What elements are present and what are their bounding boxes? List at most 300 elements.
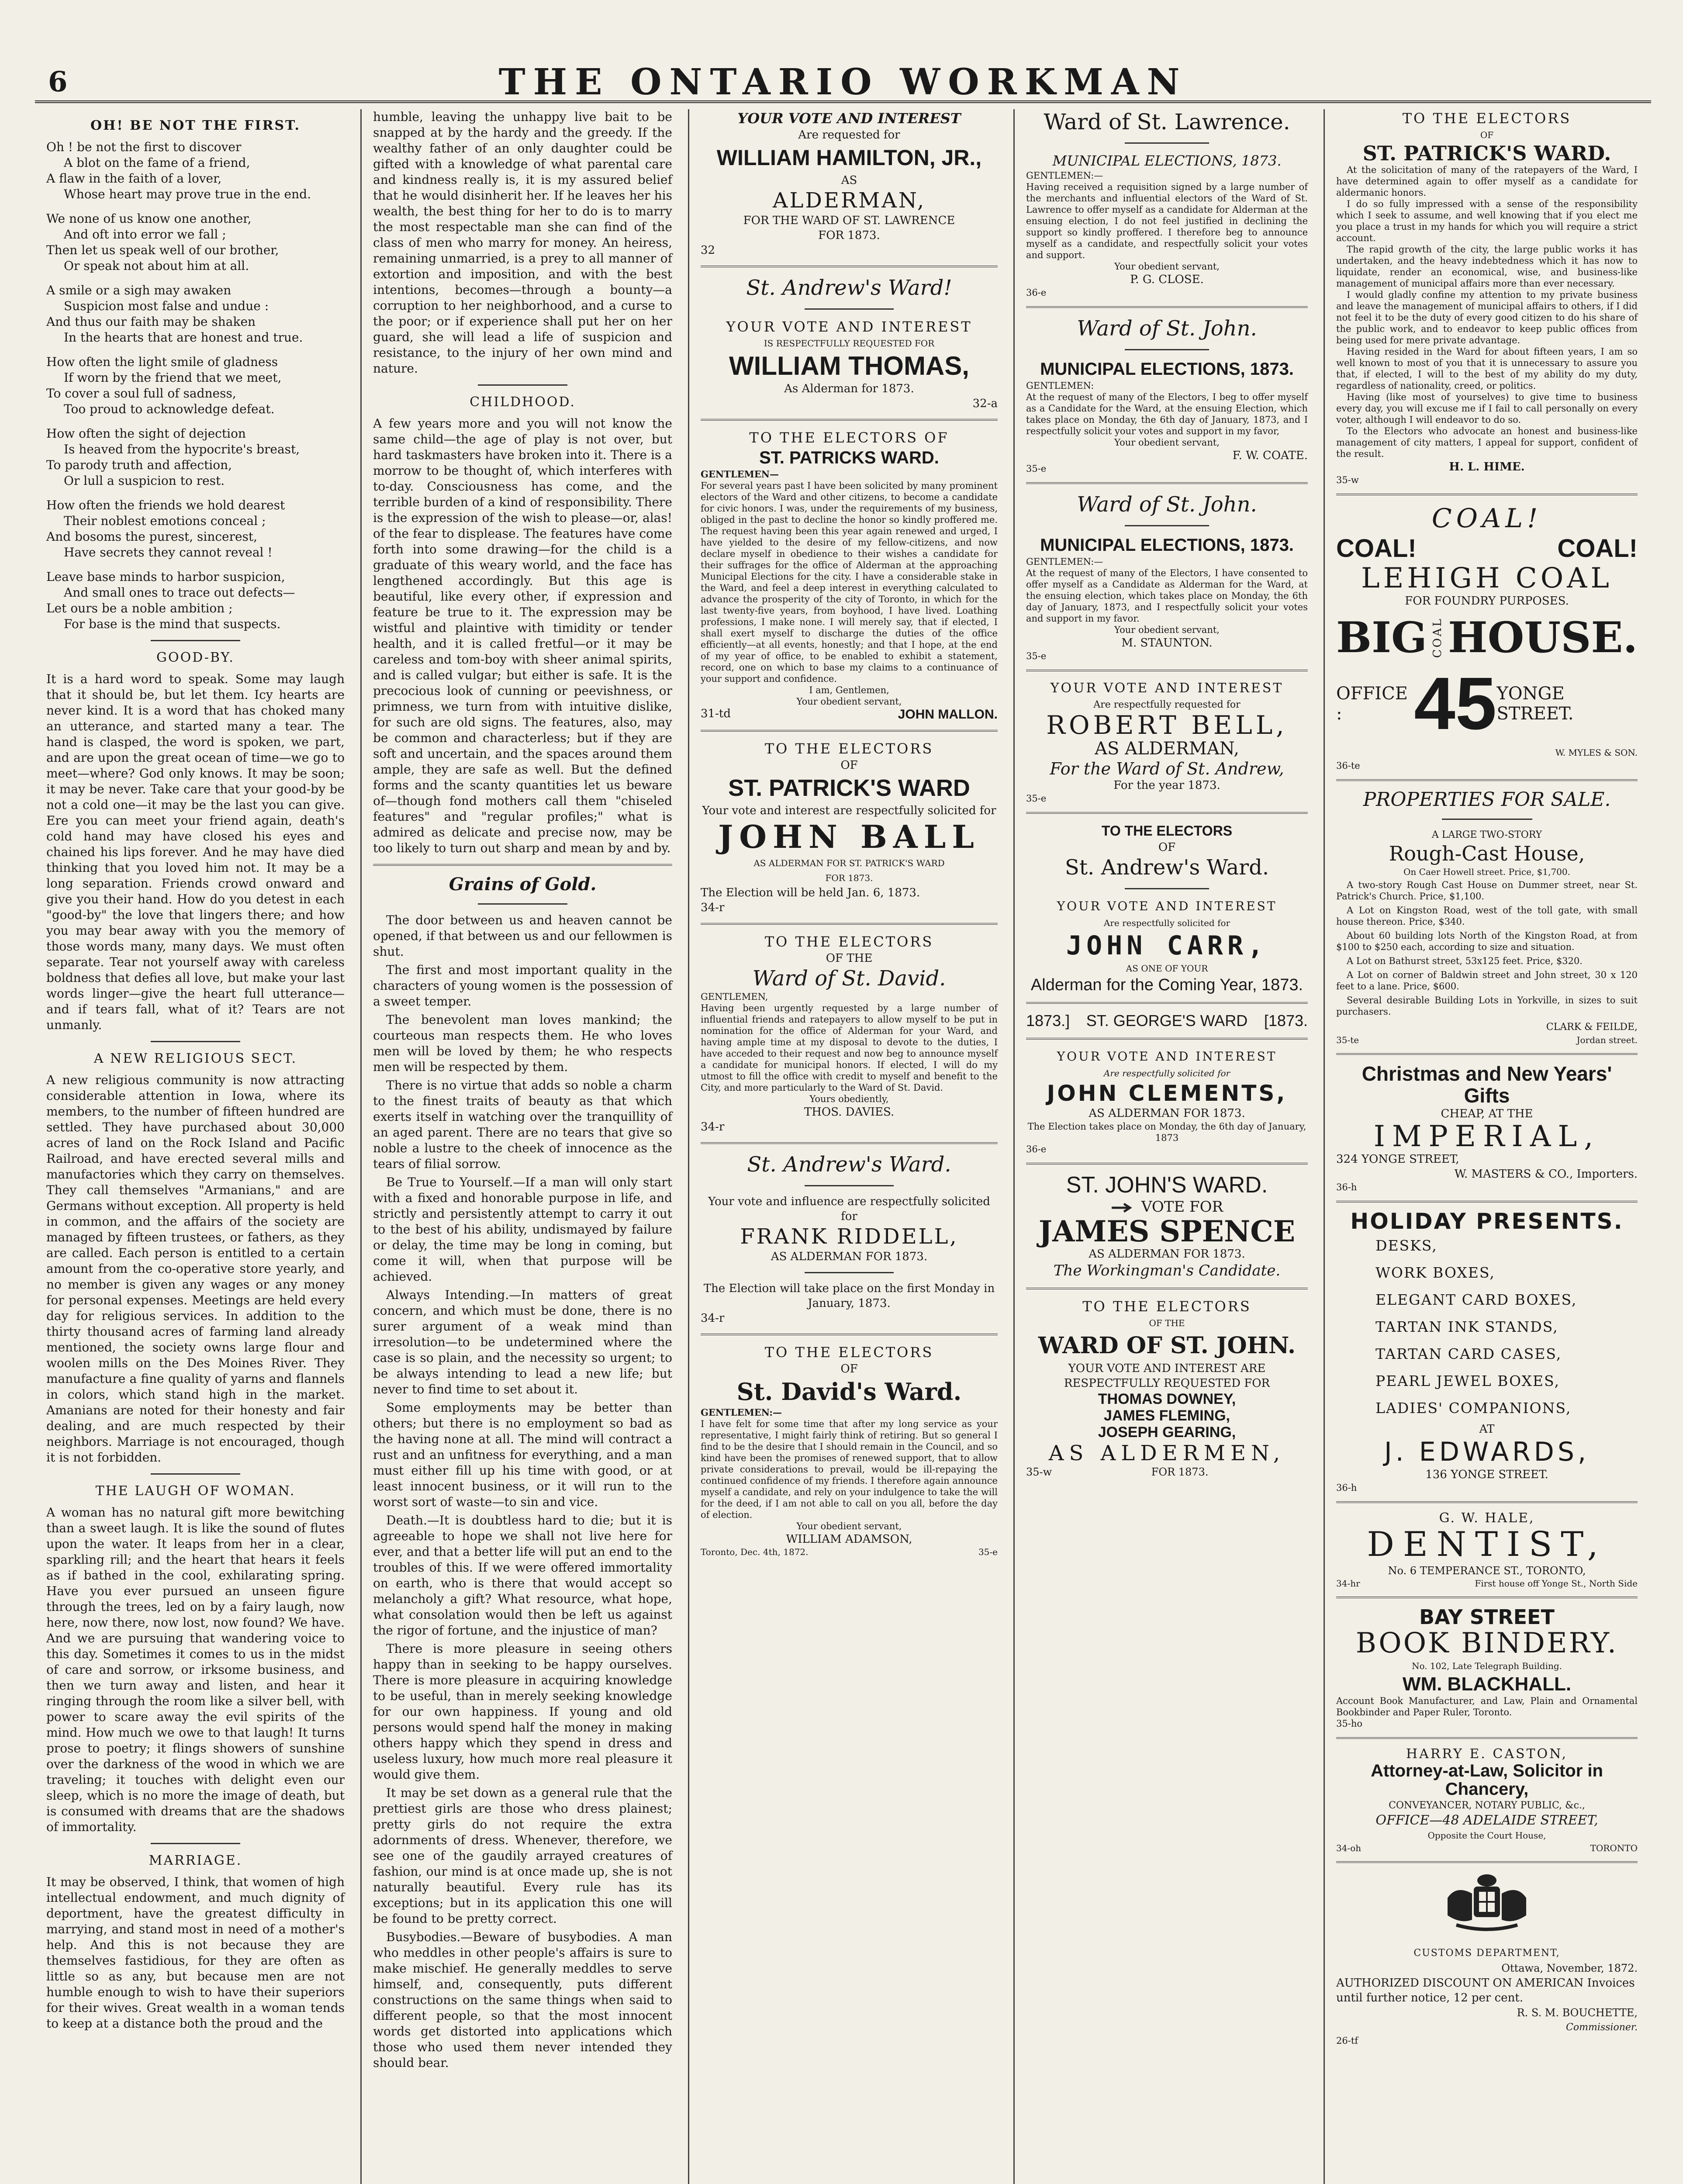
laugh-title: THE LAUGH OF WOMAN. [95, 1483, 296, 1499]
divider [1336, 1597, 1638, 1598]
ad-house: HOUSE. [1448, 613, 1638, 662]
divider [151, 1843, 240, 1844]
property-item: Several desirable Building Lots in Yorkville, in sizes to suit purchasers. [1336, 995, 1638, 1017]
poem-line: A smile or a sigh may awaken [46, 283, 232, 297]
ad-dealer: W. MYLES & SON. [1555, 747, 1638, 758]
ad-address: No. 6 TEMPERANCE ST., TORONTO, [1388, 1565, 1586, 1577]
ad-heading: TO THE ELECTORS [764, 933, 934, 950]
grains-paragraph: There is no virtue that adds so noble a charm to the finest traits of beauty as that which exerts itself in watching over the tranquillity of an aged parent. There are no tears that give so noble a lustre to the cheek of innocence as the tears of filial sorrow. [373, 1078, 672, 1171]
ad-paragraph: Having (like most of yourselves) to give time to business every day, you will excuse me if I fail to call personally on every voter, although I will endeavor to do so. [1336, 392, 1638, 425]
candidate-name: ROBERT BELL, [1046, 710, 1288, 740]
ad-heading: TO THE ELECTORS [764, 740, 934, 757]
ad-name: IMPERIAL, [1373, 1120, 1600, 1153]
candidate-name: M. STAUNTON. [1121, 636, 1213, 650]
ad-code: 34-hr [1336, 1578, 1360, 1589]
ad-line: YOUR VOTE AND INTEREST [726, 318, 972, 335]
ad-ward: Ward of St. John. [1077, 492, 1257, 517]
poem-line: And bosoms the purest, sincerest, [46, 529, 258, 544]
ad-line: FOR FOUNDRY PURPOSES. [1405, 594, 1569, 608]
ad-year-left: 1873.] [1026, 1012, 1070, 1030]
ad-line: YOUR VOTE AND INTEREST [737, 110, 961, 127]
ad-office: AS ALDERMEN, [1048, 1441, 1286, 1465]
poem-line: Have secrets they cannot reveal ! [64, 545, 273, 560]
childhood-title: CHILDHOOD. [470, 394, 576, 410]
ad-heading: OF [1158, 841, 1176, 854]
ad-title: DENTIST, [1367, 1525, 1607, 1564]
sect-text: A new religious community is now attracting considerable attention in Iowa, where its members, to the number of fifteen hundred are settled. They have purchased about 30,000 acres of land on the Rock Island and Pacific Railroad, and have erected several mills and manufactories which they carry on themselves. They call themselves "Armanians," and are Germans without exception. All property is held in common, and the affairs of the society are managed by fifteen trustees, or fathers, as they are called. Each person is entitled to a certain amount from the co-operative store yearly, and no member is given any wages or any money for personal expenses. Meetings are held every day for religious services. In addition to the thirty thousand acres of farming land already mentioned, the society owns large flour and woolen mills on the Des Moines River. They manufacture a fine quality of yarns and flannels in colors, which stand high in the market. Amanians are noted for their honesty and fair dealing, and are much respected by their neighbors. Marriage is not encouraged, though it is not forbidden. [46, 1073, 345, 1465]
ad-line: Are respectfully requested for [1093, 699, 1241, 710]
divider [478, 384, 568, 386]
ad-code: 36-te [1336, 760, 1360, 771]
candidate-name: WILLIAM ADAMSON, [786, 1533, 912, 1546]
column-3 [688, 109, 1009, 2184]
divider [805, 1185, 894, 1186]
candidate-name: JOHN CLEMENTS, [1047, 1081, 1287, 1106]
grains-paragraph: There is more pleasure in seeing others happy than in seeking to be happy ourselves. There is more pleasure in acquiring knowledge to be useful, than in merely seeking knowledge for our own happiness. If young and old persons would spend half the money in making others happy which they spend in dress and useless luxury, how much more real pleasure it would give them. [373, 1641, 672, 1782]
ad-title: MUNICIPAL ELECTIONS, 1873. [1040, 536, 1294, 555]
stanza-gap [46, 202, 345, 211]
divider [701, 923, 998, 925]
candidate-name: THOS. DAVIES. [804, 1106, 895, 1119]
poem-line: A flaw in the faith of a lover, [46, 171, 222, 186]
ad-line: YOUR VOTE AND INTEREST [1057, 899, 1277, 913]
grains-paragraph: Death.—It is doubtless hard to die; but it is agreeable to hope we shall not live here for ever, and that a better life will put an end to the troubles of this. If we were offered immortality on earth, who is there that would accept so melancholy a gift? What resource, what hope, what consolation would then be left us against the rigor of fortune, and the injustice of man? [373, 1513, 672, 1638]
poem-line: Then let us speak well of our brother, [46, 243, 279, 257]
poem-line: How often the friends we hold dearest [46, 498, 285, 512]
grains-paragraph: Be True to Yourself.—If a man will only start with a fixed and honorable purpose in life, and strictly and persistently attempt to carry it out to the best of his ability, undismayed by failure or delay, the time may be long in coming, but come it will, when that purpose will be achieved. [373, 1175, 672, 1284]
grains-paragraph: Busybodies.—Beware of busybodies. A man who meddles in other people's affairs is sure to make mischief. He generally meddles to serve himself, and, consequently, puts different constructions on the same things when said to different people, so that the most innocent words get distorted into applications which those who used them never intended they should bear. [373, 1930, 672, 2070]
ad-note: First house off Yonge St., North Side [1475, 1578, 1638, 1589]
poem-line: And thus our faith may be shaken [46, 314, 256, 329]
holiday-item: DESKS, [1375, 1237, 1438, 1254]
ad-code: 32 [701, 244, 715, 257]
ad-title: Commissioner. [1566, 2022, 1638, 2033]
ad-code: 35-e [1026, 793, 1047, 804]
ad-office: AS ALDERMAN FOR 1873. [771, 1250, 928, 1263]
divider [701, 419, 998, 421]
ad-line: BAY STREET [1419, 1605, 1555, 1629]
ad-line: On Caer Howell street. Price, $1,700. [1403, 867, 1570, 877]
ad-year: For the year 1873. [1113, 779, 1220, 792]
poem-line: Oh ! be not the first to discover [46, 140, 242, 154]
goodby-text: It is a hard word to speak. Some may laugh that it should be, but let them. Icy hearts are never kind. It is a word that has choked many an utterance, and started many a tear. The hand is clasped, the word is spoken, we part, and are upon the great ocean of time—we go to meet—where? God only knows. It may be soon; it may be never. Take care that your good-by be not a cold one—it may be the last you can give. Ere you can meet your friend again, death's cold hand may have closed his eyes and chained his lips forever. And he may have died thinking that you loved him not. It may be a long separation. Friends crowd onward and give you their hand. How do you detest in each "good-by" the love that lingers there; and how you may bear away with you the memory of those words many, many days. We must often separate. Tear not yourself away with careless boldness that defies all love, but make your last words linger—give the heart full utterance—and if tears fall, what of it? Tears are not unmanly. [46, 672, 345, 1032]
ad-hime [1336, 109, 1638, 486]
ad-salutation: GENTLEMEN, [701, 992, 768, 1002]
divider [1026, 812, 1308, 814]
grains-paragraph: The door between us and heaven cannot be opened, if that between us and our fellowmen is shut. [373, 913, 672, 959]
ad-paragraph: To the Electors who advocate an honest and business-like management of city matters, I appeal for support, confident of the result. [1336, 426, 1638, 459]
ad-code: 35-w [1026, 1466, 1052, 1478]
poem-line: For base is the mind that suspects. [64, 617, 281, 631]
ad-ward: FOR THE WARD OF ST. LAWRENCE [743, 214, 955, 227]
poem-line: Suspicion most false and undue : [64, 299, 269, 313]
divider [373, 864, 672, 866]
poem-line: Leave base minds to harbor suspicion, [46, 570, 285, 584]
ad-text [1336, 164, 1638, 460]
ad-davies [701, 933, 998, 1134]
sect-title: A NEW RELIGIOUS SECT. [93, 1051, 297, 1066]
ad-office: Alderman for the Coming Year, 1873. [1030, 976, 1303, 994]
ad-office-label: OFFICE : [1336, 684, 1408, 724]
ad-ward: ST. PATRICKS WARD. [759, 448, 939, 467]
ad-year: FOR 1873. [818, 229, 880, 242]
ad-code: 32-a [972, 397, 998, 410]
ad-ball [701, 740, 998, 915]
poem-line: If worn by the friend that we meet, [64, 370, 282, 385]
ad-text: I have felt for some time that after my long service as your representative, I might fairly think of retiring. But so general I find to be the desire that I should remain in the Council, and so kind have been the promises of renewed support, that to allow private considerations to prevail, would be ill-repaying the continued confidence of my friends. I therefore again announce myself a candidate, and rely on your indulgence to take the will for the deed, if I am not able to call on you all, before the day of election. [701, 1419, 998, 1520]
ad-code: 35-ho [1336, 1718, 1362, 1729]
ad-line: YOUR VOTE AND INTEREST [1057, 1049, 1277, 1064]
ad-clements [1026, 1012, 1308, 1155]
ad-closing: Your obedient servant, [1114, 261, 1220, 272]
divider [1125, 349, 1210, 350]
divider [151, 1473, 240, 1475]
grains-paragraph: Some employments may be better than others; but there is no employment so bad as the having none at all. The mind will contract a rust and an unfitness for everything, and a man must either fill up his time with good, or at least innocent business, or it will run to the worst sort of waste—to sin and vice. [373, 1400, 672, 1509]
ad-big: BIG [1336, 613, 1427, 662]
ad-text: For several years past I have been solicited by many prominent electors of the Ward and other citizens, to become a candidate for civic honors. I was, under the requirements of my business, obliged in the past to decline the honor so kindly proffered me. The request having been this year again renewed and urged, I have yielded to the desire of my fellow-citizens, and now declare myself in obedience to their wishes a candidate for their suffrages for the office of Alderman at the approaching Municipal Elections for the city. I have a considerable stake in the Ward, and feel a deep interest in everything calculated to advance the prosperity of the city of Toronto, in which for the last twenty-five years, from boyhood, I have lived. Loathing professions, I make none. I will merely say, that if elected, I shall exert myself to discharge the duties of the office efficiently—at all events, honestly; and that I hope, at the end of my year of office, to be enabled to exhibit a statement, record, one on which to base my claims to a continuance of your support and confidence. [701, 480, 998, 684]
ad-paragraph: Having resided in the Ward for about fifteen years, I am so well known to most of you that it is unnecessary to assure you that, if elected, I will to the best of my ability do my duty, regardless of nationality, creed, or politics. [1336, 346, 1638, 391]
ad-line: No. 102, Late Telegraph Building. [1411, 1661, 1562, 1671]
ad-election: The Election will take place on the first Monday in January, 1873. [703, 1282, 995, 1310]
ad-text: AUTHORIZED DISCOUNT ON AMERICAN Invoices until further notice, 12 per cent. [1336, 1977, 1635, 2004]
grains-paragraph: It may be set down as a general rule that the prettiest girls are those who dress plainest; pretty girls do not require the extra adornments of dress. Whenever, therefore, we see one of the gaudily arrayed creatures of fashion, our mind is at once made up, she is not naturally beautiful. Every rule has its exceptions; but in its application this one will be found to be pretty correct. [373, 1786, 672, 1926]
ad-office: AS ALDERMAN FOR 1873. [1089, 1107, 1245, 1120]
ad-ward: ST. PATRICK'S WARD. [1362, 142, 1611, 165]
ad-election: The Election takes place on Monday, the 6th day of January, 1873 [1027, 1121, 1306, 1143]
divider [151, 640, 240, 641]
ad-office: As Alderman for 1873. [784, 382, 914, 395]
ad-line: AT [1479, 1423, 1495, 1436]
poem [46, 139, 345, 632]
ad-title: HOLIDAY PRESENTS. [1350, 1209, 1624, 1234]
candidate-name: F. W. COATE. [1232, 449, 1308, 462]
ad-office: AS ALDERMAN, [1095, 739, 1239, 759]
divider [1336, 1053, 1638, 1055]
ad-heading: OF THE [826, 952, 873, 965]
divider [1336, 1501, 1638, 1503]
property-item: A Lot on Kingston Road, west of the toll gate, with small house thereon. Price, $340. [1336, 905, 1638, 927]
ad-closing: Yours obediently, [809, 1094, 889, 1104]
ad-code: 36-e [1026, 1144, 1047, 1154]
poem-line: How often the sight of dejection [46, 426, 246, 441]
ad-heading: OF THE [1149, 1318, 1185, 1328]
ad-name: J. EDWARDS, [1384, 1437, 1590, 1467]
ad-title: MUNICIPAL ELECTIONS, 1873. [1052, 152, 1282, 169]
candidate-name: JAMES SPENCE [1038, 1214, 1296, 1248]
ad-office: ALDERMAN, [772, 188, 926, 213]
ad-closing: Your obedient servant, [1114, 625, 1220, 635]
ad-line: YOUR VOTE AND INTEREST ARE RESPECTFULLY REQUESTED FOR [1064, 1362, 1270, 1390]
ad-name: R. S. M. BOUCHETTE, [1517, 2007, 1638, 2019]
ad-line: LEHIGH COAL [1361, 562, 1613, 594]
ad-title: PROPERTIES FOR SALE. [1363, 788, 1611, 811]
ad-closing: Your obedient servant, [1114, 437, 1220, 448]
ad-title: COAL! [1431, 503, 1542, 534]
poem-title: OH! BE NOT THE FIRST. [90, 118, 301, 133]
candidate-name: JOHN MALLON. [898, 707, 998, 722]
holiday-item: TARTAN CARD CASES, [1375, 1345, 1562, 1362]
ad-code: 34-oh [1336, 1843, 1362, 1853]
ad-election: The Election will be held Jan. 6, 1873. [701, 886, 920, 899]
ad-title: Christmas and New Years' Gifts [1362, 1062, 1612, 1107]
pointing-hand-icon [1111, 1202, 1135, 1213]
ad-vertical: COAL [1431, 617, 1445, 658]
page-number: 6 [48, 66, 68, 98]
ad-office: AS ALDERMAN FOR 1873. [1089, 1248, 1245, 1261]
ad-office: OFFICE—48 ADELAIDE STREET, [1375, 1813, 1598, 1828]
poem-line: And small ones to trace out defects— [64, 585, 295, 600]
ad-heading: TO THE ELECTORS [1101, 823, 1233, 839]
ad-code: 35-e [978, 1547, 998, 1557]
holiday-item: TARTAN INK STANDS, [1375, 1318, 1559, 1335]
ad-paragraph: At the solicitation of many of the ratepayers of the Ward, I have determined again to offer myself as a candidate for aldermanic honors. [1336, 165, 1638, 198]
marriage-text: It may be observed, I think, that women of high intellectual endowment, and much dignity of deportment, have the greatest difficulty in marrying, and stand most in need of a mother's help. And this is not because they are themselves fastidious, for they are often as little so as any, but because men are not humble enough to wish to have their superiors for their wives. Great wealth in a woman tends to keep at a distance both the proud and the [46, 1875, 345, 2031]
poem-line: Or speak not about him at all. [64, 259, 249, 273]
ad-salutation: GENTLEMEN— [701, 469, 779, 480]
candidate-name: WILLIAM THOMAS, [729, 351, 969, 380]
poem-line: To cover a soul full of sadness, [46, 386, 236, 401]
ad-line: YOUR VOTE AND INTEREST [1050, 681, 1284, 696]
poem-line: And oft into error we fall ; [64, 227, 226, 242]
poem-line: Let ours be a noble ambition ; [46, 601, 233, 615]
ad-agent: CLARK & FEILDE, [1546, 1022, 1638, 1033]
ad-heading: OF [840, 759, 858, 772]
ad-ward: St. David's Ward. [736, 1378, 962, 1406]
ad-ward: Ward of St. Lawrence. [1044, 109, 1290, 135]
holiday-item: ELEGANT CARD BOXES, [1375, 1291, 1577, 1308]
ad-line: A LARGE TWO-STORY [1431, 829, 1542, 840]
ad-heading: OF [840, 1362, 858, 1375]
ad-holiday [1336, 1210, 1638, 1493]
holiday-item: WORK BOXES, [1375, 1264, 1495, 1281]
ad-code: 26-tf [1336, 2035, 1358, 2046]
ad-heading: TO THE ELECTORS OF [749, 429, 949, 446]
ad-line: VOTE FOR [1141, 1198, 1223, 1216]
poem-line: Or lull a suspicion to rest. [64, 473, 225, 488]
candidate-name: H. L. HIME. [1449, 460, 1525, 473]
divider [1336, 494, 1638, 495]
ad-line: CUSTOMS DEPARTMENT, [1413, 1948, 1560, 1959]
ad-address: 136 YONGE STREET. [1425, 1468, 1548, 1481]
column-5 [1324, 109, 1649, 2184]
ad-year: FOR 1873. [1151, 1466, 1209, 1478]
ad-spence [1026, 1172, 1308, 1280]
ad-salutation: GENTLEMEN: [1026, 380, 1094, 391]
holiday-item: LADIES' COMPANIONS, [1375, 1400, 1572, 1417]
ad-city: TORONTO [1590, 1843, 1638, 1853]
ad-code: 35-e [1026, 463, 1047, 474]
property-item: A Lot on corner of Baldwin street and John street, 30 x 120 feet to a lane. Price, $600. [1336, 970, 1638, 992]
ad-owner: W. MASTERS & CO., Importers. [1454, 1168, 1638, 1181]
ad-properties [1336, 789, 1638, 1045]
divider [1125, 888, 1210, 889]
candidate-name: FRANK RIDDELL, [740, 1224, 958, 1249]
ad-salutation: GENTLEMEN:— [701, 1407, 782, 1418]
candidate-name: P. G. CLOSE. [1130, 273, 1204, 286]
page-header [35, 57, 1651, 103]
ad-paragraph: I would gladly confine my attention to my private business and leave the management of municipal affairs to others, if I did not feel it to be the duty of every good citizen to do his share of the public work, and to endeavor to keep public offices from being used for mere private advantage. [1336, 290, 1638, 346]
ad-ward: ST. GEORGE'S WARD [1086, 1012, 1248, 1030]
poem-line: In the hearts that are honest and true. [64, 330, 303, 345]
divider [1336, 1201, 1638, 1203]
ad-line: AS [841, 174, 857, 187]
marriage-title: MARRIAGE. [149, 1853, 242, 1868]
column-4 [1013, 109, 1319, 2184]
ad-paragraph: The rapid growth of the city, the large public works it has undertaken, and the heavy indebtedness which it has now to liquidate, render an economical, wise, and business-like management of municipal affairs more than ever necessary. [1336, 244, 1638, 289]
divider [1125, 525, 1210, 526]
ad-text: Account Book Manufacturer, and Law, Plain and Ornamental Bookbinder and Paper Ruler, Toronto. [1336, 1696, 1638, 1717]
divider [1026, 1288, 1308, 1289]
ad-salutation: GENTLEMEN:— [1026, 556, 1103, 567]
ad-line: CHEAP, AT THE [1441, 1107, 1533, 1120]
ad-office: AS ALDERMAN FOR ST. PATRICK'S WARD [753, 858, 945, 868]
ad-title: MUNICIPAL ELECTIONS, 1873. [1040, 359, 1294, 379]
ad-bindery [1336, 1606, 1638, 1729]
property-item: A Lot on Bathurst street, 53x125 feet. Price, $320. [1347, 956, 1583, 966]
ad-code: 34-r [701, 1120, 725, 1133]
poem-line: Their noblest emotions conceal ; [64, 514, 266, 528]
ad-line: CONVEYANCER, NOTARY PUBLIC, &c., [1389, 1800, 1585, 1811]
divider [478, 903, 568, 905]
divider [1026, 1163, 1308, 1165]
ad-street: YONGE STREET. [1496, 684, 1574, 724]
candidate-name: JOSEPH GEARING, [1098, 1424, 1236, 1441]
ad-ward: For the Ward of St. Andrew, [1050, 759, 1284, 778]
ad-line: BOOK BINDERY. [1355, 1627, 1618, 1659]
ad-number: 45 [1414, 662, 1497, 745]
divider [1026, 670, 1308, 671]
divider [805, 1272, 894, 1273]
ad-closing: I am, Gentlemen, [809, 685, 889, 695]
ad-line: COAL! [1336, 534, 1417, 563]
ad-line: AS ONE OF YOUR [1126, 963, 1208, 974]
ad-line: Are respectfully solicited for [1103, 1068, 1230, 1078]
ad-ward: St. Andrew's Ward. [1064, 855, 1269, 880]
holiday-item: PEARL JEWEL BOXES, [1375, 1372, 1560, 1389]
stanza-gap [46, 417, 345, 426]
divider [151, 1041, 240, 1042]
laugh-text: A woman has no natural gift more bewitching than a sweet laugh. It is like the sound of flutes upon the water. It leaps from her in a clear, sparkling rill; and the heart that hears it feels as if bathed in the cool, exhilarating spring. Have you ever pursued an unseen figure through the trees, led on by a fairy laugh, now here, now there, now lost, now found? We have. And we are pursuing that wandering voice to this day. Sometimes it comes to us in the midst of care and sorrow, or irksome business, and then we turn away and listen, and hear it ringing through the room like a silver bell, with power to scare away the evil spirits of the mind. How much we owe to that laugh! It turns prose to poetry; it flings showers of sunshine over the darkness of the wood in which we are traveling; it touches with delight even our sleep, which is no more the image of death, but is consumed with dreams that are the shadows of immortality. [46, 1505, 345, 1834]
ad-hamilton [701, 109, 998, 258]
goodby-title: GOOD-BY. [156, 650, 235, 665]
ad-riddell [701, 1152, 998, 1326]
divider [701, 1142, 998, 1144]
ad-adamson [701, 1343, 998, 1557]
divider [805, 308, 894, 310]
ad-text: Having been urgently requested by a large number of influential friends and ratepayers to allow myself to be put in nomination for the office of Alderman for your Ward, and having ample time at my disposal to devote to the duties, I have acceded to their request and now beg to announce myself a candidate for municipal honors. If elected, I will do my utmost to fill the office with credit to myself and benefit to the City, and more particularly to the Ward of St. David. [701, 1003, 998, 1093]
ad-close [1026, 109, 1308, 298]
ad-place: Toronto, Dec. 4th, 1872. [701, 1547, 809, 1557]
ad-ward: WARD OF ST. JOHN. [1038, 1332, 1296, 1359]
candidate-name: JAMES FLEMING, [1103, 1407, 1230, 1424]
ad-code: 36-h [1336, 1182, 1357, 1192]
ad-coate [1026, 316, 1308, 474]
ad-ward: Ward of St. John. [1077, 316, 1257, 341]
ad-code: 34-r [701, 901, 725, 914]
ad-text: Your vote and influence are respectfully solicited for [708, 1195, 990, 1223]
divider [701, 266, 998, 267]
ad-ward: St. Andrew's Ward. [747, 1152, 951, 1177]
ad-tagline: The Workingman's Candidate. [1053, 1262, 1281, 1279]
ad-text: Having received a requisition signed by a large number of the merchants and influential electors of the Ward of St. Lawrence to offer myself as a candidate for Alderman at the ensuing election, I do not feel justified in declining the support so kindly proffered. I therefore beg to announce myself as a candidate, and respectfully solicit your votes and support. [1026, 182, 1308, 260]
grains-paragraph: Always Intending.—In matters of great concern, and which must be done, there is no surer argument of a weak mind than irresolution—to be undetermined where the case is so plain, and the necessity so urgent; to be always intending to lead a new life; but never to find time to set about it. [373, 1288, 672, 1396]
ad-year-right: [1873. [1264, 1012, 1308, 1030]
ad-bell [1026, 679, 1308, 804]
stanza-gap [46, 489, 345, 498]
grains-paragraphs [373, 912, 672, 2071]
poem-line: To parody truth and affection, [46, 458, 232, 472]
ad-paragraph: I do so fully impressed with a sense of the responsibility which I seek to assume, and well knowing that if you elect me you place a trust in my hands for which you will require a strict account. [1336, 199, 1638, 243]
ad-heading: OF [1480, 130, 1494, 140]
grains-paragraph: The benevolent man loves mankind; the courteous man respects them. He who loves men will be loved by them; he who respects men will be respected by them. [373, 1013, 672, 1074]
divider [701, 1334, 998, 1335]
ad-caston [1336, 1747, 1638, 1853]
ad-line: COAL! [1557, 534, 1638, 563]
poem-line: We none of us know one another, [46, 211, 252, 226]
candidate-name: JOHN BALL [718, 818, 980, 855]
ad-customs [1336, 1872, 1638, 2046]
property-item: A two-story Rough Cast House on Dummer street, near St. Patrick's Church. Price, $1,100. [1336, 880, 1638, 902]
stanza-gap [46, 346, 345, 354]
ad-line: Are respectfully solicited for [1103, 918, 1230, 928]
ad-code: 34-r [701, 1312, 725, 1325]
poem-line: How often the light smile of gladness [46, 355, 278, 369]
holiday-items [1336, 1232, 1638, 1422]
divider [1336, 1737, 1638, 1739]
divider [1026, 1002, 1308, 1004]
candidate-name: WILLIAM HAMILTON, JR., [716, 145, 982, 170]
marriage-continued: humble, leaving the unhappy live bait to be snapped at by the hardy and the greedy. If the wealthy father of an only daughter could be gifted with a knowledge of what parental care and kindness really is, it is my assured belief that he would disinherit her. If he leaves her his wealth, the best thing for her to do is to marry the most respectable man she can find of the class of men who marry for money. An heiress, remaining unmarried, is a prey to all manner of extortion and imposition, and with the best intentions, becomes—through a bounty—a corruption to her neighborhood, and a curse to the poor; or if experience shall put her on her guard, she will lead a life of suspicion and resistance, to the injury of her own mind and nature. [373, 110, 672, 376]
grains-title: Grains of Gold. [449, 874, 597, 895]
childhood-text: A few years more and you will not know the same child—the age of play is not over, but hard taskmasters have broken into it. There is a morrow to be thought of, which interferes with to-day. Consciousness has come, and the terrible burden of a kind of responsibility. There is the expression of the wish to please—or, alas! of the fear to displease. The features have come forth into some drawing—for the child is a graduate of this weary world, and the face has lengthened accordingly. But this age is beautiful, like every other, if expression and feature be true to it. The expression may be wistful and plaintive with timidity or tender health, and it is called fretful—or it may be careless and tom-boy with sheer animal spirits, and is called vulgar; but either is safe. It is the precocious look of cunning or peevishness, or primness, we turn from with intuitive dislike, for such are old signs. The features, also, may be common and characterless; but if they are soft and uncertain, and the spaces around them ample, they are safe as well. But the defined forms and the scanty quantities let us beware of—though fond mothers call them "chiseled features" and "regular profiles;" what is admired as delicate and precise now, may be too likely to turn out sharp and mean by and by. [373, 416, 672, 855]
ad-code: 36-e [1026, 287, 1047, 298]
ad-title: Attorney-at-Law, Solicitor in Chancery, [1371, 1761, 1603, 1799]
divider [1336, 779, 1638, 781]
ad-thomas [701, 275, 998, 411]
ad-heading: St. Andrew's Ward! [746, 276, 952, 300]
poem-line: Whose heart may prove true in the end. [64, 187, 311, 201]
ad-line: IS RESPECTFULLY REQUESTED FOR [764, 338, 935, 349]
ad-ward: ST. JOHN'S WARD. [1066, 1172, 1268, 1198]
ad-code: 36-h [1336, 1482, 1357, 1493]
divider [1442, 819, 1532, 820]
property-list [1336, 879, 1638, 1017]
stanza-gap [46, 274, 345, 283]
divider [1026, 1038, 1308, 1040]
grains-paragraph: The first and most important quality in the characters of young women is the possession of a sweet temper. [373, 963, 672, 1009]
property-item: About 60 building lots North of the Kingston Road, at from $100 to $250 each, according to size and situation. [1336, 930, 1638, 952]
ad-year: FOR 1873. [825, 873, 873, 883]
ad-name: G. W. HALE, [1439, 1510, 1535, 1526]
ad-ward: Ward of St. David. [752, 966, 946, 991]
column-2 [360, 109, 684, 2184]
ad-text: At the request of many of the Electors, I have consented to offer myself as a Candidate as Alderman for the Ward, at the ensuing election, which takes place on Monday, the 6th day of January, 1873, and I respectfully solicit your votes and support in my favor. [1026, 568, 1308, 624]
ad-name: WM. BLACKHALL. [1402, 1673, 1572, 1695]
ad-heading: TO THE ELECTORS [1402, 110, 1572, 127]
stanza-gap [46, 560, 345, 569]
ad-address: 324 YONGE STREET, [1336, 1153, 1459, 1166]
ad-mallon [701, 429, 998, 722]
ad-code: 35-te [1336, 1035, 1359, 1045]
poem-line: Too proud to acknowledge defeat. [64, 402, 275, 416]
ad-dentist [1336, 1511, 1638, 1589]
ad-staunton [1026, 492, 1308, 662]
column-1 [35, 109, 356, 2184]
ad-house: Rough-Cast House, [1389, 842, 1585, 865]
ad-code: 35-w [1336, 475, 1359, 485]
ad-date: Ottawa, November, 1872. [1501, 1962, 1638, 1974]
candidate-name: THOMAS DOWNEY, [1098, 1391, 1236, 1407]
